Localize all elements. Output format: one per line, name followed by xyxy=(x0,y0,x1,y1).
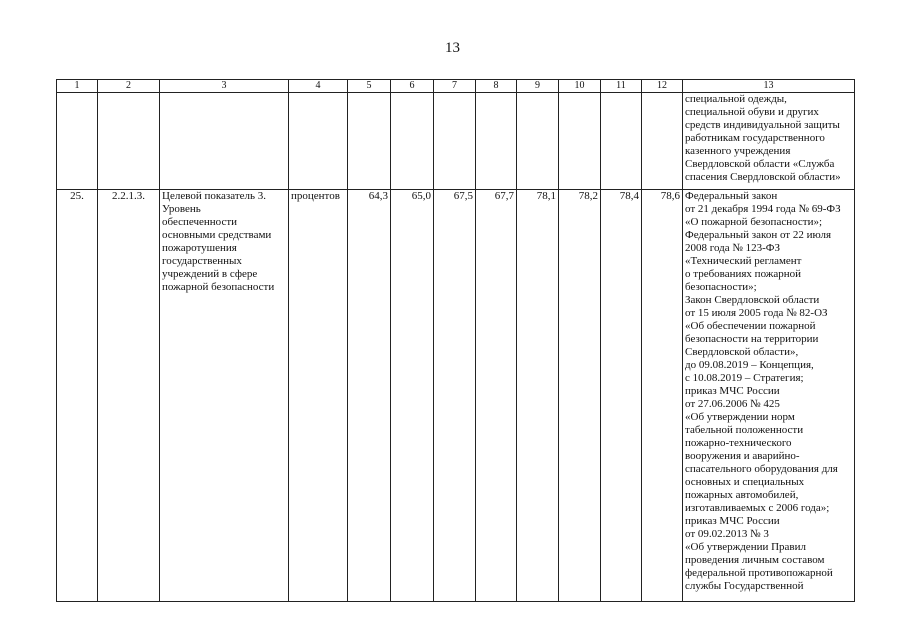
text-line: о требованиях пожарной xyxy=(685,268,802,280)
column-header: 13 xyxy=(683,80,855,93)
text-line: Свердловской области «Служба xyxy=(685,158,835,170)
text-line: службы Государственной xyxy=(685,580,804,592)
text-line: 2008 года № 123-ФЗ xyxy=(685,242,781,254)
column-header: 11 xyxy=(601,80,642,93)
column-header: 5 xyxy=(348,80,391,93)
text-line: безопасности»; xyxy=(685,281,757,293)
text-line: работникам государственного xyxy=(685,132,825,144)
value-cell: 67,7 xyxy=(476,190,517,602)
column-header: 6 xyxy=(391,80,434,93)
text-line: государственных xyxy=(162,255,242,267)
text-line: от 15 июля 2005 года № 82-ОЗ xyxy=(685,307,828,319)
column-number-row xyxy=(57,80,855,93)
text-line: основных и специальных xyxy=(685,476,805,488)
text-line: вооружения и аварийно- xyxy=(685,450,800,462)
text-line: приказ МЧС России xyxy=(685,515,780,527)
text-line: табельной положенности xyxy=(685,424,804,436)
text-line: учреждений в сфере xyxy=(162,268,258,280)
page-number: 13 xyxy=(445,40,460,56)
text-line: средств индивидуальной защиты xyxy=(685,119,840,131)
text-line: Закон Свердловской области xyxy=(685,294,820,306)
column-header: 10 xyxy=(559,80,601,93)
text-line: приказ МЧС России xyxy=(685,385,780,397)
column-header: 8 xyxy=(476,80,517,93)
text-line: пожарных автомобилей, xyxy=(685,489,799,501)
text-line: с 10.08.2019 – Стратегия; xyxy=(685,372,804,384)
text-line: «Об утверждении Правил xyxy=(685,541,806,553)
column-header: 1 xyxy=(57,80,98,93)
indicator-name xyxy=(160,190,289,602)
indicators-table xyxy=(56,79,855,602)
text-line: до 09.08.2019 – Концепция, xyxy=(685,359,814,371)
text-line: от 21 декабря 1994 года № 69-ФЗ xyxy=(685,203,841,215)
column-header: 2 xyxy=(98,80,160,93)
text-line: «О пожарной безопасности»; xyxy=(685,216,823,228)
text-line: изготавливаемых с 2006 года»; xyxy=(685,502,830,514)
text-line: специальной одежды, xyxy=(685,93,787,105)
value-cell: 78,4 xyxy=(601,190,642,602)
value-cell: 65,0 xyxy=(391,190,434,602)
text-line: Федеральный закон xyxy=(685,190,778,202)
row-code: 2.2.1.3. xyxy=(98,190,160,602)
value-cell: 78,1 xyxy=(517,190,559,602)
text-line: пожарной безопасности xyxy=(162,281,275,293)
text-line: федеральной противопожарной xyxy=(685,567,833,579)
continuation-row xyxy=(57,93,855,190)
text-line: казенного учреждения xyxy=(685,145,791,157)
text-line: безопасности на территории xyxy=(685,333,819,345)
legal-basis xyxy=(683,190,855,602)
text-line: спасательного оборудования для xyxy=(685,463,838,475)
value-cell: 67,5 xyxy=(434,190,476,602)
text-line: от 09.02.2013 № 3 xyxy=(685,528,769,540)
text-line: пожаротушения xyxy=(162,242,237,254)
text-line: пожарно-технического xyxy=(685,437,792,449)
text-line: «Об обеспечении пожарной xyxy=(685,320,816,332)
value-cell: 78,2 xyxy=(559,190,601,602)
continuation-text xyxy=(683,93,855,190)
text-line: специальной обуви и других xyxy=(685,106,819,118)
text-line: спасения Свердловской области» xyxy=(685,171,841,183)
column-header: 9 xyxy=(517,80,559,93)
text-line: «Технический регламент xyxy=(685,255,802,267)
text-line: обеспеченности xyxy=(162,216,238,228)
value-cell: 78,6 xyxy=(642,190,683,602)
text-line: Свердловской области», xyxy=(685,346,799,358)
text-line: Уровень xyxy=(162,203,201,215)
text-line: «Об утверждении норм xyxy=(685,411,795,423)
unit: процентов xyxy=(289,190,348,602)
text-line: Целевой показатель 3. xyxy=(162,190,267,202)
text-line: от 27.06.2006 № 425 xyxy=(685,398,780,410)
text-line: основными средствами xyxy=(162,229,272,241)
column-header: 7 xyxy=(434,80,476,93)
text-line: Федеральный закон от 22 июля xyxy=(685,229,831,241)
column-header: 12 xyxy=(642,80,683,93)
text-line: проведения личным составом xyxy=(685,554,825,566)
table-row xyxy=(57,190,855,602)
column-header: 4 xyxy=(289,80,348,93)
value-cell: 64,3 xyxy=(348,190,391,602)
column-header: 3 xyxy=(160,80,289,93)
row-number: 25. xyxy=(57,190,98,602)
